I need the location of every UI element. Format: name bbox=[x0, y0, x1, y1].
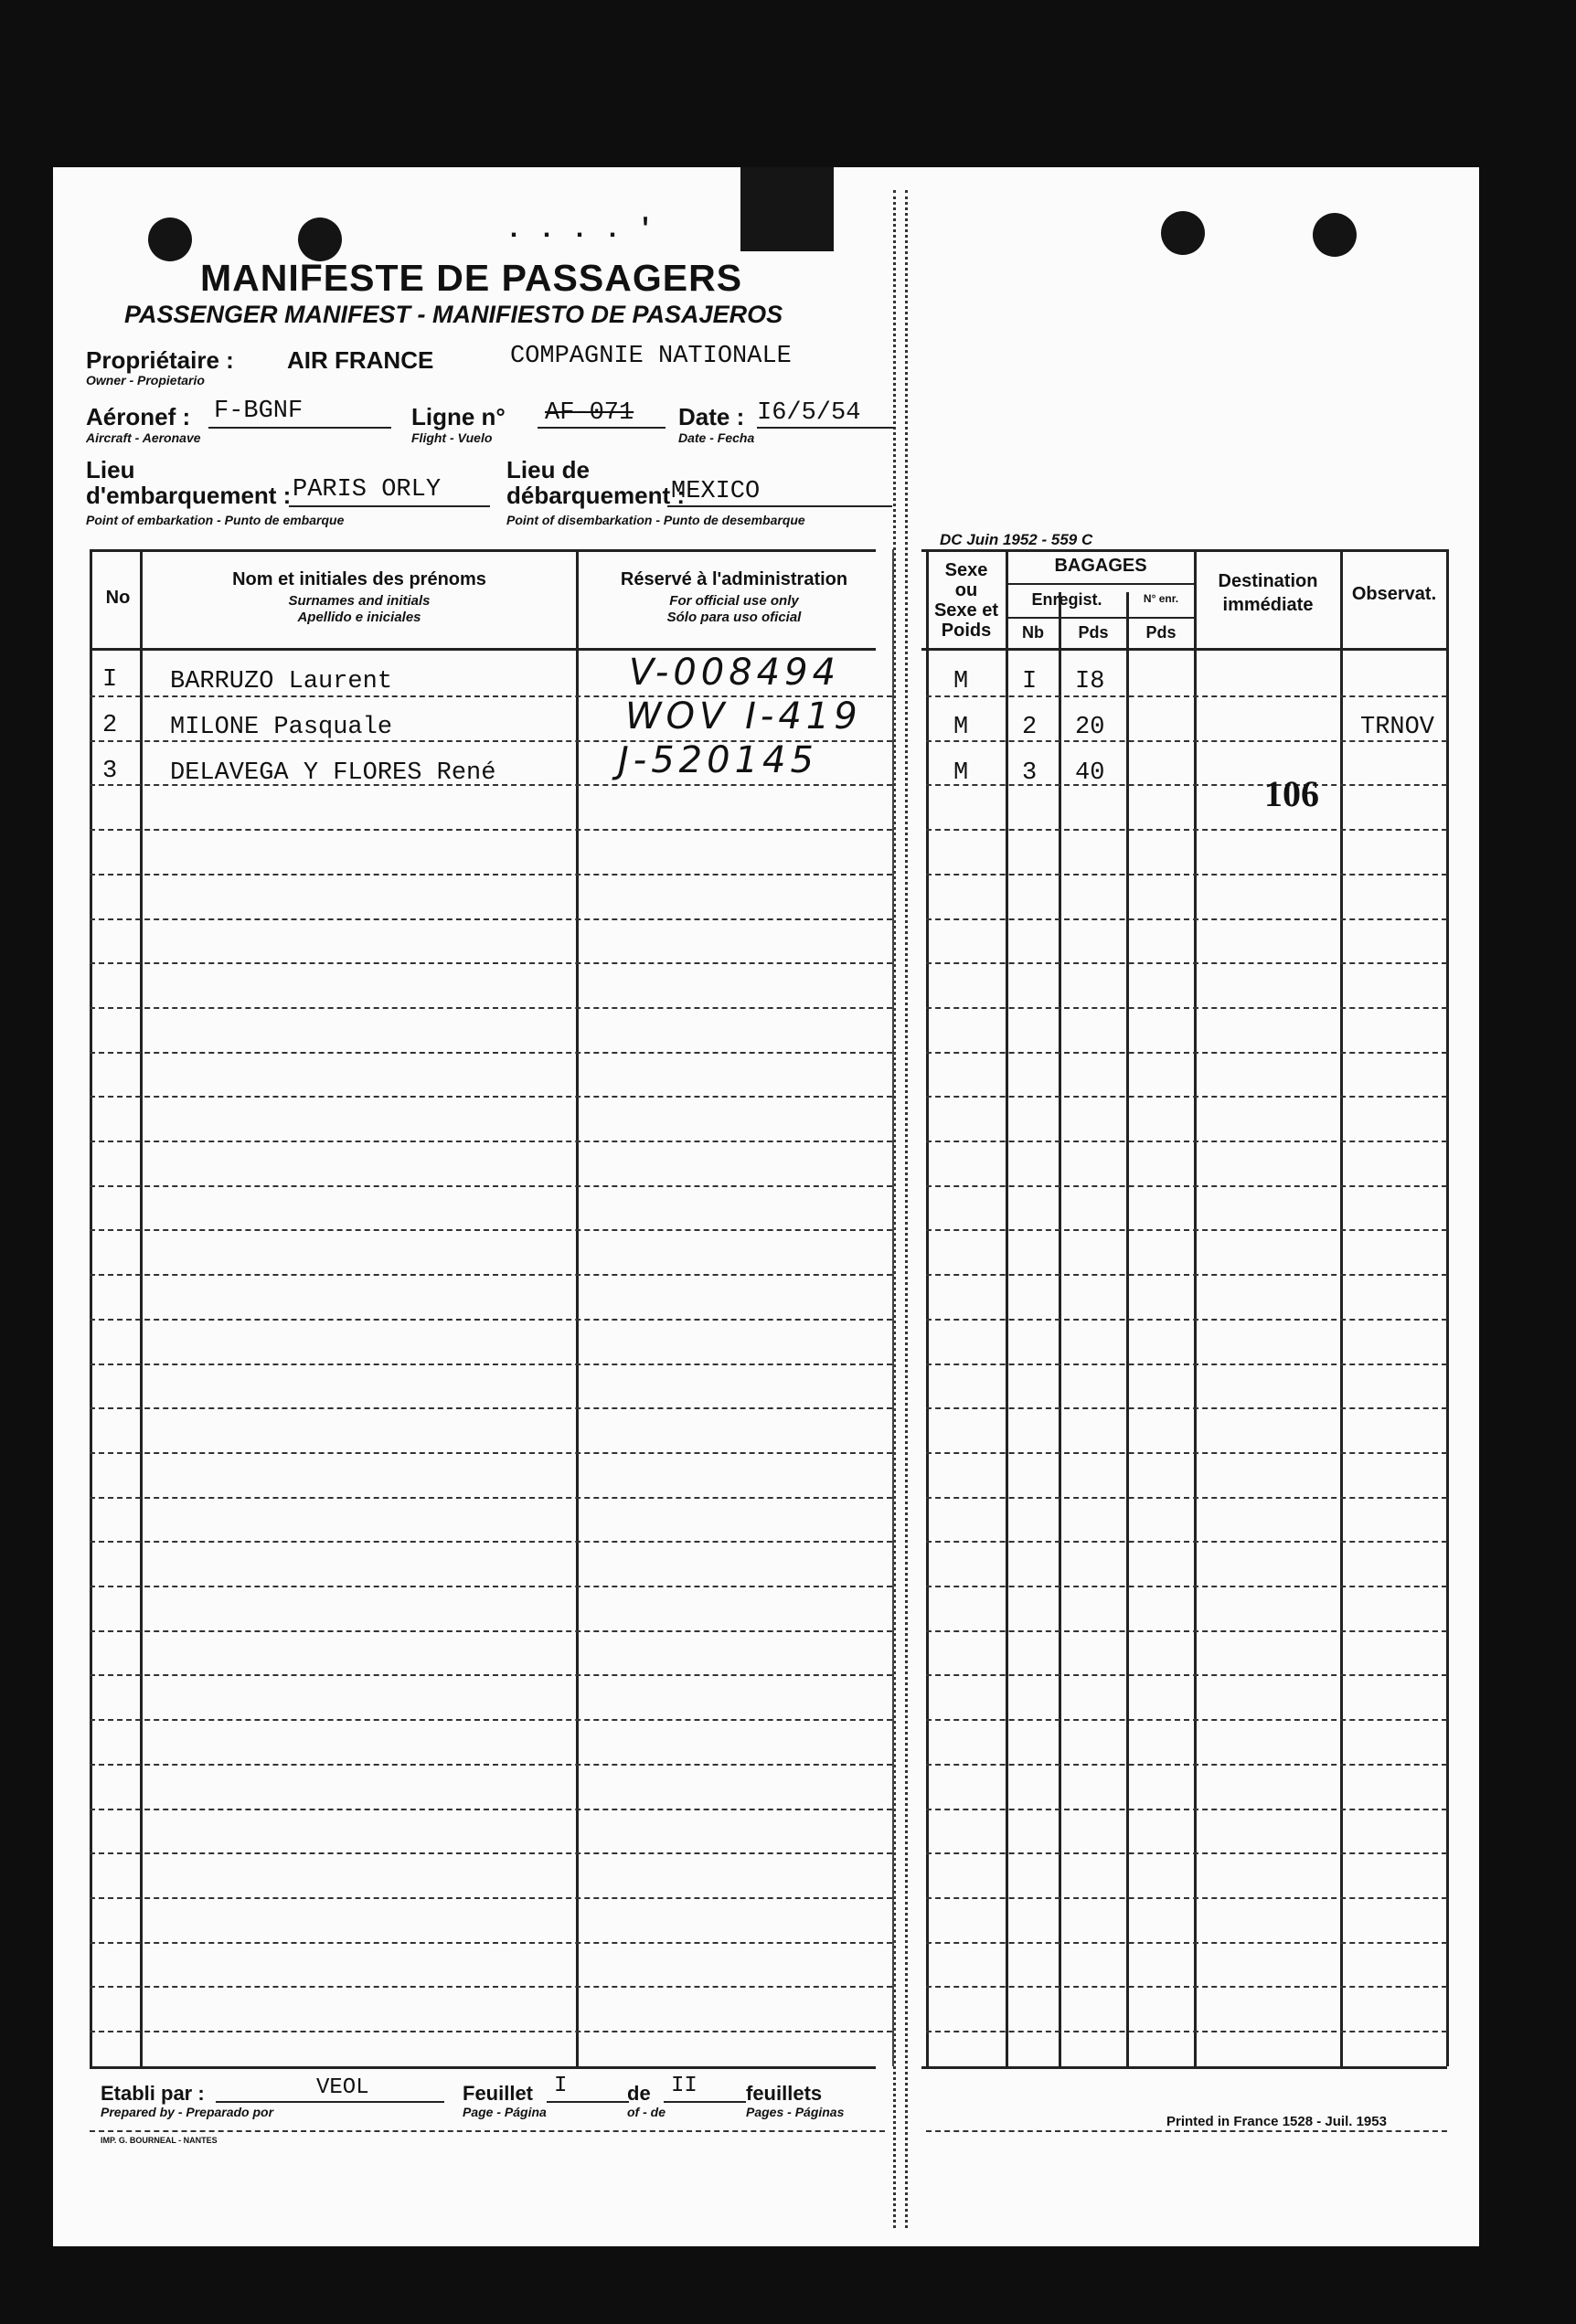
col-line-sex bbox=[1006, 549, 1008, 2066]
col-line-admin bbox=[892, 549, 894, 2066]
table-row-line bbox=[90, 1319, 892, 1321]
table-row-line bbox=[90, 874, 892, 875]
table-row-line bbox=[90, 1185, 892, 1187]
table-row-line bbox=[90, 829, 892, 831]
owner-label: Propriétaire : bbox=[86, 346, 234, 374]
table-row-line bbox=[90, 1052, 892, 1054]
table-row-line bbox=[90, 1942, 892, 1944]
table-row-line bbox=[926, 1809, 1447, 1810]
table-row-line bbox=[926, 962, 1447, 964]
header-observ: Observat. bbox=[1351, 584, 1437, 604]
table-row-line bbox=[926, 1719, 1447, 1721]
row-1-name: BARRUZO Laurent bbox=[170, 668, 393, 695]
header-enregist: Enregist. bbox=[1031, 590, 1102, 609]
table-row-line bbox=[926, 695, 1447, 697]
table-row-line bbox=[90, 1141, 892, 1142]
embark-value: PARIS ORLY bbox=[293, 476, 442, 504]
aircraft-sublabel: Aircraft - Aeronave bbox=[86, 430, 201, 445]
header-non-enreg: N° enr. bbox=[1143, 592, 1179, 605]
table-row-line bbox=[90, 1764, 892, 1766]
header-destination-1: Destination bbox=[1218, 571, 1318, 591]
table-row-line bbox=[90, 1630, 892, 1632]
col-line-name bbox=[576, 549, 579, 2066]
table-row-line bbox=[926, 1096, 1447, 1098]
header-sex-1: Sexe bbox=[944, 560, 988, 580]
table-row-line bbox=[926, 829, 1447, 831]
table-row-line bbox=[926, 1986, 1447, 1988]
table-row-line bbox=[926, 784, 1447, 786]
prepared-value: VEOL bbox=[316, 2075, 369, 2100]
table-row-line bbox=[926, 2031, 1447, 2032]
row-2-sex: M bbox=[953, 714, 969, 741]
row-2-no: 2 bbox=[102, 712, 118, 739]
line-value: AF-071 bbox=[545, 399, 634, 427]
header-name-sub1: Surnames and initials bbox=[288, 593, 431, 609]
disembark-sublabel: Point of disembarkation - Punto de desembarque bbox=[506, 513, 805, 527]
date-underline bbox=[757, 427, 894, 429]
table-row-line bbox=[926, 1630, 1447, 1632]
row-3-nb: 3 bbox=[1022, 759, 1038, 787]
row-2-pds: 20 bbox=[1075, 714, 1105, 741]
row-2-obs: TRNOV bbox=[1360, 714, 1435, 741]
col-line-no bbox=[140, 549, 143, 2066]
owner-value: AIR FRANCE bbox=[287, 346, 434, 374]
embark-underline bbox=[289, 505, 490, 507]
row-3-sex: M bbox=[953, 759, 969, 787]
prepared-label: Etabli par : bbox=[101, 2082, 205, 2105]
table-row-line bbox=[926, 918, 1447, 920]
table-row-line bbox=[90, 1719, 892, 1721]
table-row-line bbox=[926, 1497, 1447, 1499]
manifest-sheet bbox=[53, 167, 1479, 2246]
table-row-line bbox=[90, 1674, 892, 1676]
punch-hole-left-2 bbox=[298, 218, 342, 261]
of-label: de bbox=[627, 2082, 651, 2105]
prepared-sublabel: Prepared by - Preparado por bbox=[101, 2105, 274, 2119]
table-row-line bbox=[90, 1364, 892, 1365]
date-label: Date : bbox=[678, 403, 745, 430]
table-row-line bbox=[90, 962, 892, 964]
table-row-line bbox=[926, 1852, 1447, 1854]
table-row-line bbox=[90, 1452, 892, 1454]
table-row-line bbox=[926, 1674, 1447, 1676]
table-row-line bbox=[90, 1809, 892, 1810]
table-row-line bbox=[926, 1452, 1447, 1454]
table-row-line bbox=[90, 1541, 892, 1543]
header-destination-2: immédiate bbox=[1222, 595, 1314, 615]
table-row-line bbox=[926, 874, 1447, 875]
top-marks: . . . . ' bbox=[506, 215, 655, 246]
row-2-nb: 2 bbox=[1022, 714, 1038, 741]
disembark-label-1: Lieu de bbox=[506, 456, 591, 483]
row-3-no: 3 bbox=[102, 758, 118, 785]
aircraft-value: F-BGNF bbox=[214, 398, 303, 425]
header-admin-sub2: Sólo para uso oficial bbox=[666, 610, 802, 625]
table-row-line bbox=[90, 918, 892, 920]
header-bagages: BAGAGES bbox=[1054, 556, 1147, 576]
date-value: I6/5/54 bbox=[757, 399, 861, 427]
of-underline bbox=[664, 2101, 746, 2103]
footer-rule-left bbox=[90, 2130, 885, 2132]
header-pds: Pds bbox=[1078, 623, 1109, 642]
date-sublabel: Date - Fecha bbox=[678, 430, 755, 445]
embark-label-2: d'embarquement : bbox=[86, 482, 292, 509]
punch-hole-right-2 bbox=[1313, 213, 1357, 257]
line-sublabel: Flight - Vuelo bbox=[411, 430, 493, 445]
line-label: Ligne n° bbox=[411, 403, 506, 430]
table-row-line bbox=[926, 1541, 1447, 1543]
table-row-line bbox=[90, 1586, 892, 1587]
col-line-pds2 bbox=[1194, 549, 1197, 2066]
table-row-line bbox=[926, 1141, 1447, 1142]
col-line-pds bbox=[1126, 592, 1129, 2066]
stamp-number: 106 bbox=[1264, 773, 1319, 814]
staple-mark bbox=[740, 167, 834, 251]
punch-hole-left-1 bbox=[148, 218, 192, 261]
line-underline bbox=[538, 427, 666, 429]
table-row-line bbox=[926, 1185, 1447, 1187]
table-row-line bbox=[90, 1407, 892, 1409]
embark-sublabel: Point of embarkation - Punto de embarque bbox=[86, 513, 345, 527]
header-no: No bbox=[105, 588, 131, 608]
table-row-line bbox=[90, 1274, 892, 1276]
row-1-no: I bbox=[102, 666, 118, 694]
table-row-line bbox=[926, 1319, 1447, 1321]
header-sex-4: Poids bbox=[941, 621, 992, 641]
table-row-line bbox=[926, 1764, 1447, 1766]
table-row-line bbox=[90, 1986, 892, 1988]
pages-label: feuillets bbox=[746, 2082, 823, 2105]
header-admin-sub1: For official use only bbox=[669, 593, 799, 609]
embark-label-1: Lieu bbox=[86, 456, 135, 483]
sheet-sublabel: Page - Página bbox=[463, 2105, 547, 2119]
of-sublabel: of - de bbox=[627, 2105, 666, 2119]
header-sex-3: Sexe et bbox=[933, 600, 999, 621]
disembark-value: MEXICO bbox=[671, 478, 761, 505]
table-row-line bbox=[90, 1229, 892, 1231]
row-1-admin: V-008494 bbox=[629, 652, 841, 694]
table-row-line bbox=[926, 1407, 1447, 1409]
printed-in-france: Printed in France 1528 - Juil. 1953 bbox=[1166, 2114, 1387, 2129]
table-row-line bbox=[90, 1096, 892, 1098]
header-sex-2: ou bbox=[954, 580, 978, 600]
table-row-line bbox=[90, 1852, 892, 1854]
row-1-sex: M bbox=[953, 668, 969, 695]
row-3-pds: 40 bbox=[1075, 759, 1105, 787]
col-line-sex-left bbox=[926, 549, 929, 2066]
owner-sublabel: Owner - Propietario bbox=[86, 373, 205, 387]
table-row-line bbox=[926, 1942, 1447, 1944]
table-row-line bbox=[926, 1897, 1447, 1899]
punch-hole-right-1 bbox=[1161, 211, 1205, 255]
sheet-underline bbox=[547, 2101, 629, 2103]
table-row-line bbox=[90, 2031, 892, 2032]
col-line-right-edge bbox=[1446, 549, 1449, 2066]
aircraft-label: Aéronef : bbox=[86, 403, 191, 430]
header-pds-2: Pds bbox=[1145, 623, 1177, 642]
sheet-value: I bbox=[554, 2074, 568, 2098]
aircraft-underline bbox=[208, 427, 391, 429]
row-3-name: DELAVEGA Y FLORES René bbox=[170, 759, 496, 787]
form-code: DC Juin 1952 - 559 C bbox=[940, 531, 1093, 548]
table-row-line bbox=[926, 1586, 1447, 1587]
table-row-line bbox=[926, 1364, 1447, 1365]
prepared-underline bbox=[216, 2101, 444, 2103]
row-1-nb: I bbox=[1022, 668, 1038, 695]
header-name: Nom et initiales des prénoms bbox=[232, 569, 486, 589]
table-row-line bbox=[90, 1897, 892, 1899]
table-row-line bbox=[926, 1052, 1447, 1054]
row-2-name: MILONE Pasquale bbox=[170, 714, 393, 741]
table-row-line bbox=[926, 1274, 1447, 1276]
of-value: II bbox=[671, 2074, 697, 2098]
pages-sublabel: Pages - Páginas bbox=[746, 2105, 845, 2119]
sheet-label: Feuillet bbox=[463, 2082, 534, 2105]
company-name: COMPAGNIE NATIONALE bbox=[510, 343, 792, 370]
table-row-line bbox=[90, 1497, 892, 1499]
disembark-underline bbox=[667, 505, 892, 507]
header-name-sub2: Apellido e iniciales bbox=[297, 610, 421, 625]
row-3-admin: J-520145 bbox=[618, 739, 818, 781]
table-row-line bbox=[926, 1229, 1447, 1231]
header-admin: Réservé à l'administration bbox=[620, 569, 848, 589]
row-2-admin: WOV I-419 bbox=[625, 695, 862, 738]
printer-mark: IMP. G. BOURNEAL - NANTES bbox=[101, 2136, 218, 2145]
col-line-dest bbox=[1340, 549, 1343, 2066]
disembark-label-2: débarquement : bbox=[506, 482, 686, 509]
row-1-pds: I8 bbox=[1075, 668, 1105, 695]
header-nb: Nb bbox=[1022, 623, 1044, 642]
col-line-left-edge bbox=[90, 549, 92, 2066]
page-title: MANIFESTE DE PASSAGERS bbox=[200, 257, 743, 299]
page-subtitle: PASSENGER MANIFEST - MANIFIESTO DE PASAJEROS bbox=[124, 301, 783, 328]
col-line-nb bbox=[1059, 592, 1061, 2066]
footer-rule-right bbox=[926, 2130, 1447, 2132]
table-row-line bbox=[90, 1007, 892, 1009]
table-row-line bbox=[926, 1007, 1447, 1009]
